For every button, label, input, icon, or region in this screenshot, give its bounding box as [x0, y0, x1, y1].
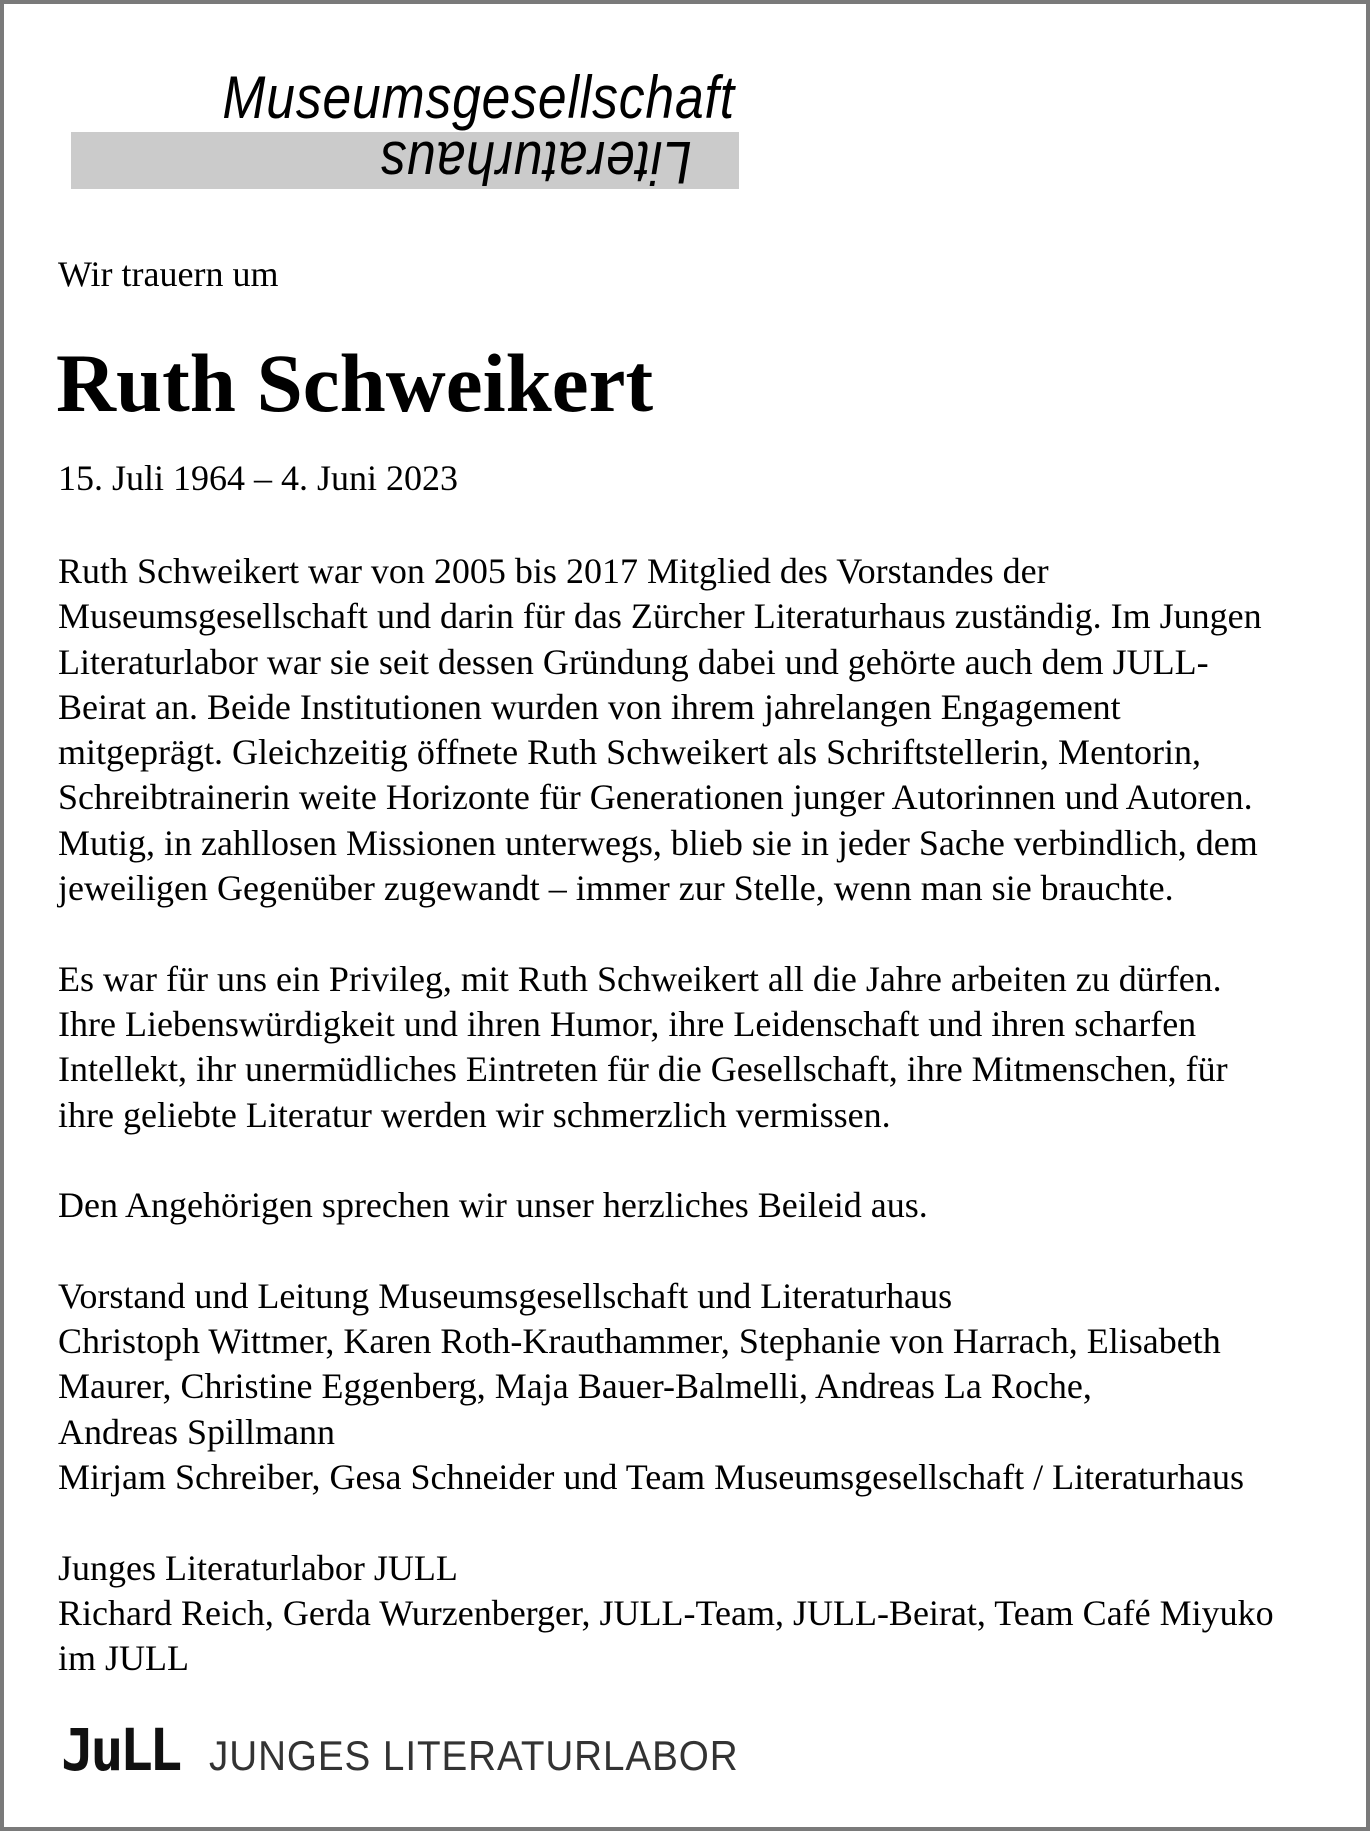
- signature-heading: Vorstand und Leitung Museumsgesellschaft und Literaturhaus: [58, 1275, 953, 1316]
- text-line: Beirat an. Beide Institutionen wurden von ihrem jahrelangen Engagement: [58, 686, 1121, 727]
- signature-line: Mirjam Schreiber, Gesa Schneider und Team Museumsgesellschaft / Literaturhaus: [58, 1456, 1245, 1497]
- text-line: ihre geliebte Literatur werden wir schmerzlich vermissen.: [58, 1094, 891, 1135]
- text-line: Literaturlabor war sie seit dessen Gründung dabei und gehörte auch dem JULL-: [58, 641, 1209, 682]
- paragraph-3: [58, 1183, 1274, 1228]
- paragraph-2: [58, 957, 1274, 1138]
- logo-literaturhaus-wrap: [349, 129, 729, 196]
- deceased-name: Ruth Schweikert: [56, 337, 654, 429]
- intro-text: Wir trauern um: [58, 254, 279, 294]
- signature-line: Andreas Spillmann: [58, 1411, 335, 1452]
- paragraph-gap: [58, 1228, 1274, 1273]
- logo-literaturhaus-text: Literaturhaus: [379, 129, 692, 196]
- life-dates: 15. Juli 1964 – 4. Juni 2023: [58, 458, 459, 498]
- signature-line: Christoph Wittmer, Karen Roth-Krauthammer, Stephanie von Harrach, Elisabeth: [58, 1321, 1221, 1362]
- jull-logo: [61, 1716, 784, 1784]
- signature-block-museumsgesellschaft: [58, 1274, 1274, 1500]
- signature-line: Maurer, Christine Eggenberg, Maja Bauer-Balmelli, Andreas La Roche,: [58, 1366, 1092, 1407]
- signature-block-jull: [58, 1546, 1274, 1682]
- paragraph-gap: [58, 911, 1274, 956]
- text-line: Ihre Liebenswürdigkeit und ihren Humor, ihre Leidenschaft und ihren scharfen: [58, 1003, 1197, 1044]
- text-line: Ruth Schweikert war von 2005 bis 2017 Mitglied des Vorstandes der: [58, 551, 1049, 591]
- logo-gray-bar: [71, 129, 739, 196]
- text-line: Den Angehörigen sprechen wir unser herzliches Beileid aus.: [58, 1185, 928, 1226]
- museumsgesellschaft-logo: [71, 64, 739, 196]
- text-line: Mutig, in zahllosen Missionen unterwegs, blieb sie in jeder Sache verbindlich, dem: [58, 822, 1258, 863]
- jull-logo-mark: JuLL: [61, 1716, 179, 1784]
- logo-museumsgesellschaft-text: Museumsgesellschaft: [222, 64, 735, 131]
- signature-heading: Junges Literaturlabor JULL: [58, 1547, 458, 1588]
- paragraph-gap: [58, 1500, 1274, 1545]
- text-line: mitgeprägt. Gleichzeitig öffnete Ruth Schweikert als Schriftstellerin, Mentorin,: [58, 732, 1202, 773]
- obituary-body: [58, 549, 1274, 1681]
- paragraph-gap: [58, 1138, 1274, 1183]
- jull-logo-wordmark: JUNGES LITERATURLABOR: [208, 1732, 739, 1779]
- text-line: Schreibtrainerin weite Horizonte für Generationen junger Autorinnen und Autoren.: [58, 777, 1253, 818]
- text-line: jeweiligen Gegenüber zugewandt – immer zur Stelle, wenn man sie brauchte.: [58, 868, 1174, 909]
- text-line: Intellekt, ihr unermüdliches Eintreten für die Gesellschaft, ihre Mitmenschen, für: [58, 1049, 1228, 1090]
- text-line: Es war für uns ein Privileg, mit Ruth Schweikert all die Jahre arbeiten zu dürfen.: [58, 958, 1222, 999]
- paragraph-1: [58, 549, 1274, 911]
- text-line: Museumsgesellschaft und darin für das Zürcher Literaturhaus zuständig. Im Jungen: [58, 596, 1262, 637]
- signature-line: im JULL: [58, 1638, 189, 1679]
- signature-line: Richard Reich, Gerda Wurzenberger, JULL-Team, JULL-Beirat, Team Café Miyuko: [58, 1592, 1274, 1633]
